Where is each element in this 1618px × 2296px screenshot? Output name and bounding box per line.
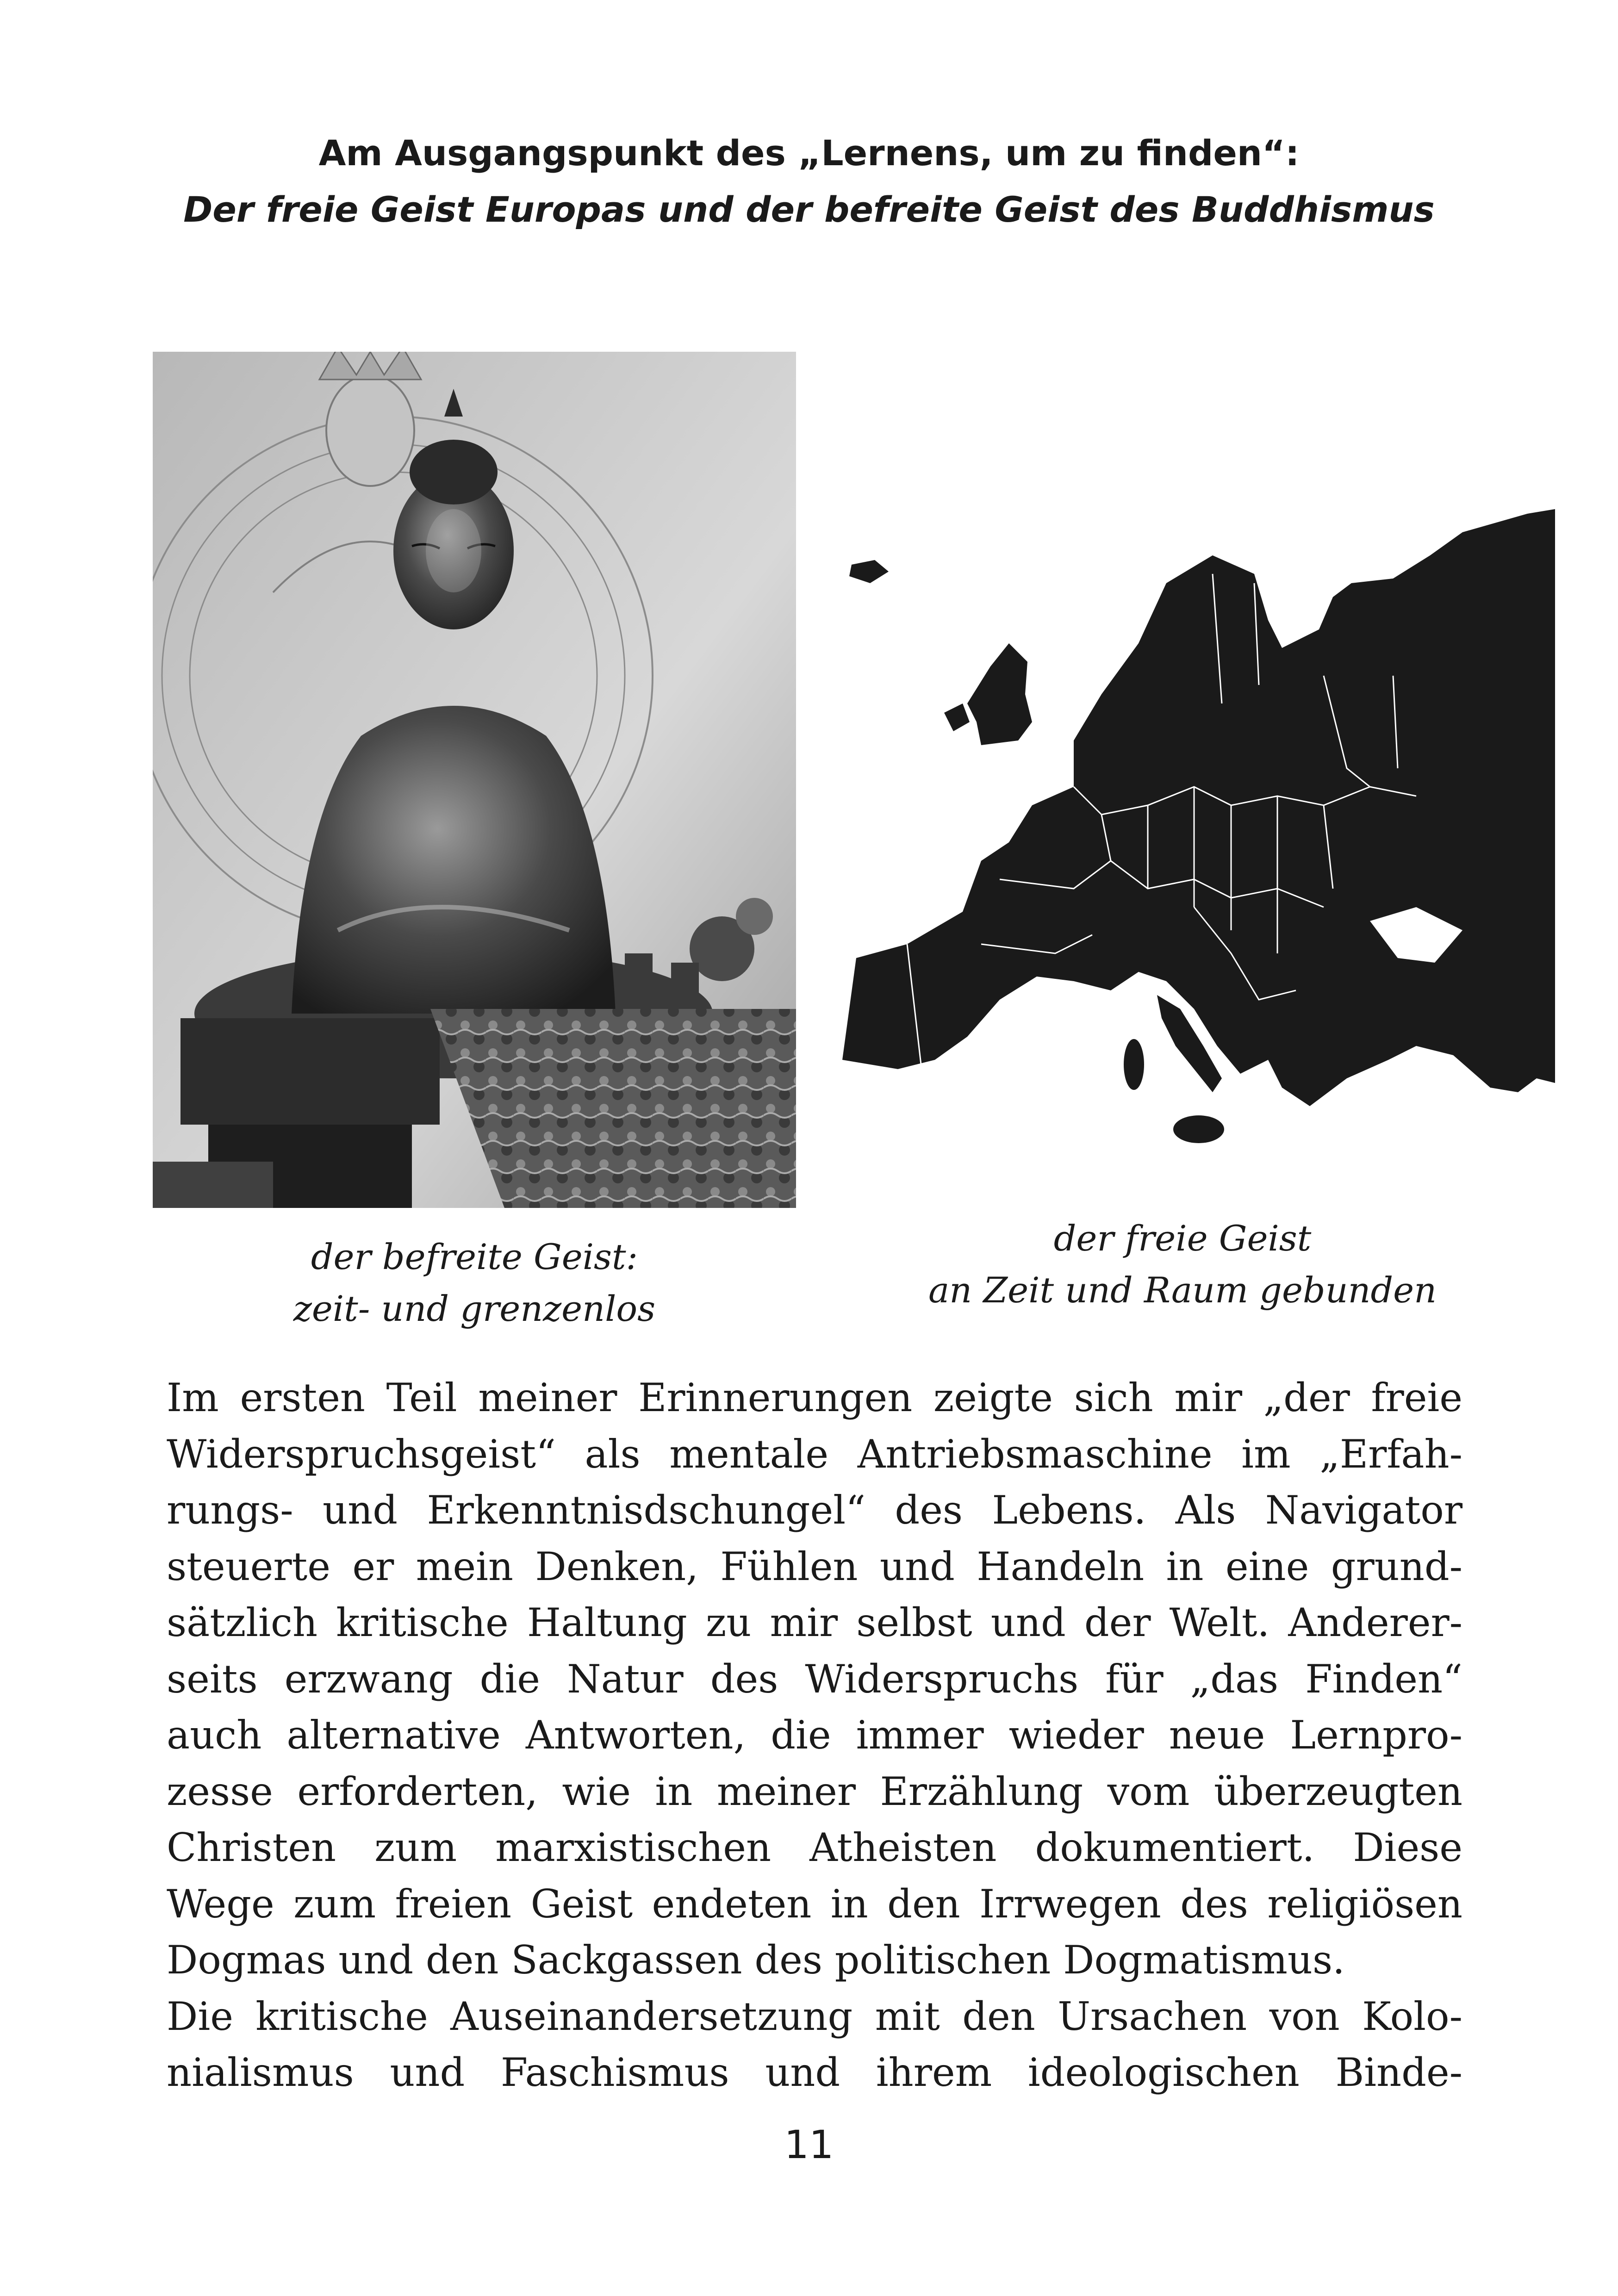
body-line: rungs- und Erkenntnisdschungel“ des Lebens. Als Navigator (167, 1487, 1462, 1533)
caption-right-line: an Zeit und Raum gebunden (928, 1269, 1437, 1311)
page-heading (0, 125, 1618, 238)
body-line: zesse erforderten, wie in meiner Erzählung vom überzeugten (167, 1768, 1462, 1814)
body-line: Christen zum marxistischen Atheisten dokumentiert. Diese (167, 1825, 1462, 1870)
heading-line-2: Der freie Geist Europas und der befreite Geist des Buddhismus (183, 189, 1435, 230)
europe-map (815, 444, 1555, 1199)
caption-right-line: der freie Geist (1053, 1218, 1312, 1259)
body-line: seits erzwang die Natur des Widerspruchs für „das Finden“ (167, 1656, 1462, 1702)
body-line: Dogmas und den Sackgassen des politischen Dogmatismus. (167, 1937, 1345, 1983)
caption-left-line: der befreite Geist: (311, 1236, 638, 1277)
body-line: steuerte er mein Denken, Fühlen und Handeln in eine grund- (167, 1543, 1462, 1589)
caption-left (153, 1231, 796, 1335)
caption-left-line: zeit- und grenzenlos (293, 1288, 656, 1329)
page-number: 11 (784, 2122, 834, 2167)
body-line: nialismus und Faschismus und ihrem ideologischen Binde- (167, 2050, 1462, 2095)
buddha-statue-photo (153, 352, 796, 1208)
body-line: Wege zum freien Geist endeten in den Irrwegen des religiösen (167, 1881, 1462, 1927)
body-line: Widerspruchsgeist“ als mentale Antriebsmaschine im „Erfah- (167, 1431, 1462, 1477)
body-paragraph (167, 1370, 1462, 2101)
heading-line-1: Am Ausgangspunkt des „Lernens, um zu finden“: (318, 132, 1300, 174)
body-line: sätzlich kritische Haltung zu mir selbst und der Welt. Anderer- (167, 1600, 1462, 1645)
body-line: auch alternative Antworten, die immer wieder neue Lernpro- (167, 1712, 1462, 1758)
body-line: Die kritische Auseinandersetzung mit den Ursachen von Kolo- (167, 1993, 1462, 2039)
body-line: Im ersten Teil meiner Erinnerungen zeigte sich mir „der freie (167, 1375, 1462, 1420)
caption-right (847, 1213, 1518, 1316)
